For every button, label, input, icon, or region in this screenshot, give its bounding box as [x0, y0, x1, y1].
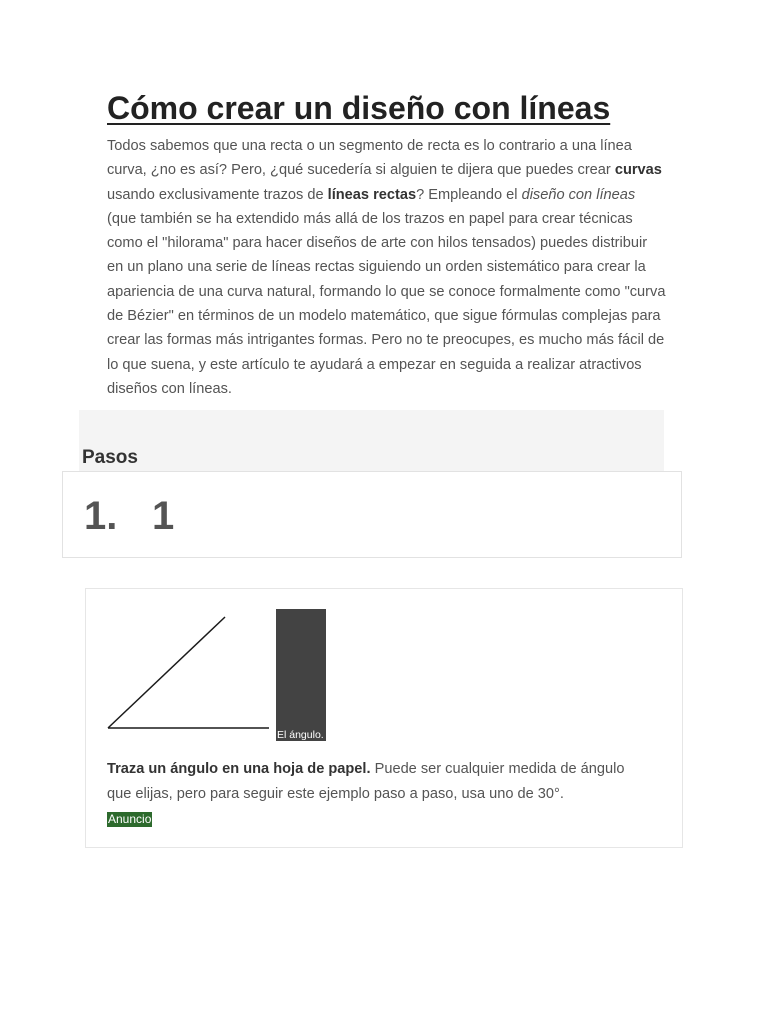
intro-bold-curvas: curvas	[614, 162, 662, 179]
article-intro	[107, 134, 667, 401]
image-dark-block	[276, 609, 326, 741]
section-number: 1.	[84, 494, 118, 538]
section-title: 1	[152, 494, 175, 538]
steps-header-background	[79, 410, 664, 472]
ad-label[interactable]: Anuncio	[108, 812, 152, 826]
step-bold-text: Traza un ángulo en una hoja de papel.	[107, 761, 371, 777]
article-title: Cómo crear un diseño con líneas	[107, 90, 611, 126]
intro-text-4: (que también se ha extendido más allá de los trazos en papel para crear técnicas como el "hilorama" para hacer diseños de arte con hilos tensados) puedes distribuir en un plano una serie de líneas rectas siguiendo un orden sistemático para crear la apariencia de una curva natural, formando lo que se conoce formalmente como "curva de Bézier" en términos de un modelo matemático, que sigue fórmulas complejas para crear las formas más intrigantes formas. Pero no te preocupes, es mucho más fácil de lo que suena, y este artículo te ayudará a empezar en seguida a realizar atractivos diseños con líneas.	[107, 210, 666, 397]
intro-bold-lineas-rectas: líneas rectas	[327, 186, 417, 203]
intro-text-2: usando exclusivamente trazos de	[107, 186, 328, 203]
step-card	[85, 588, 683, 848]
intro-italic-diseno: diseño con líneas	[521, 186, 636, 203]
step-description	[107, 757, 652, 806]
section-header-box	[62, 471, 682, 558]
intro-text-1: Todos sabemos que una recta o un segmento de recta es lo contrario a una línea curva, ¿no es así? Pero, ¿qué sucedería si alguien te dijera que puedes crear	[107, 138, 632, 179]
steps-heading: Pasos	[82, 447, 138, 468]
intro-text-3: ? Empleando el	[416, 186, 522, 203]
step-body-text: Puede ser cualquier medida de ángulo que elijas, pero para seguir este ejemplo paso a paso, usa uno de 30°.	[107, 761, 625, 802]
angle-slant-line	[108, 617, 225, 728]
image-caption: El ángulo.	[277, 729, 324, 741]
